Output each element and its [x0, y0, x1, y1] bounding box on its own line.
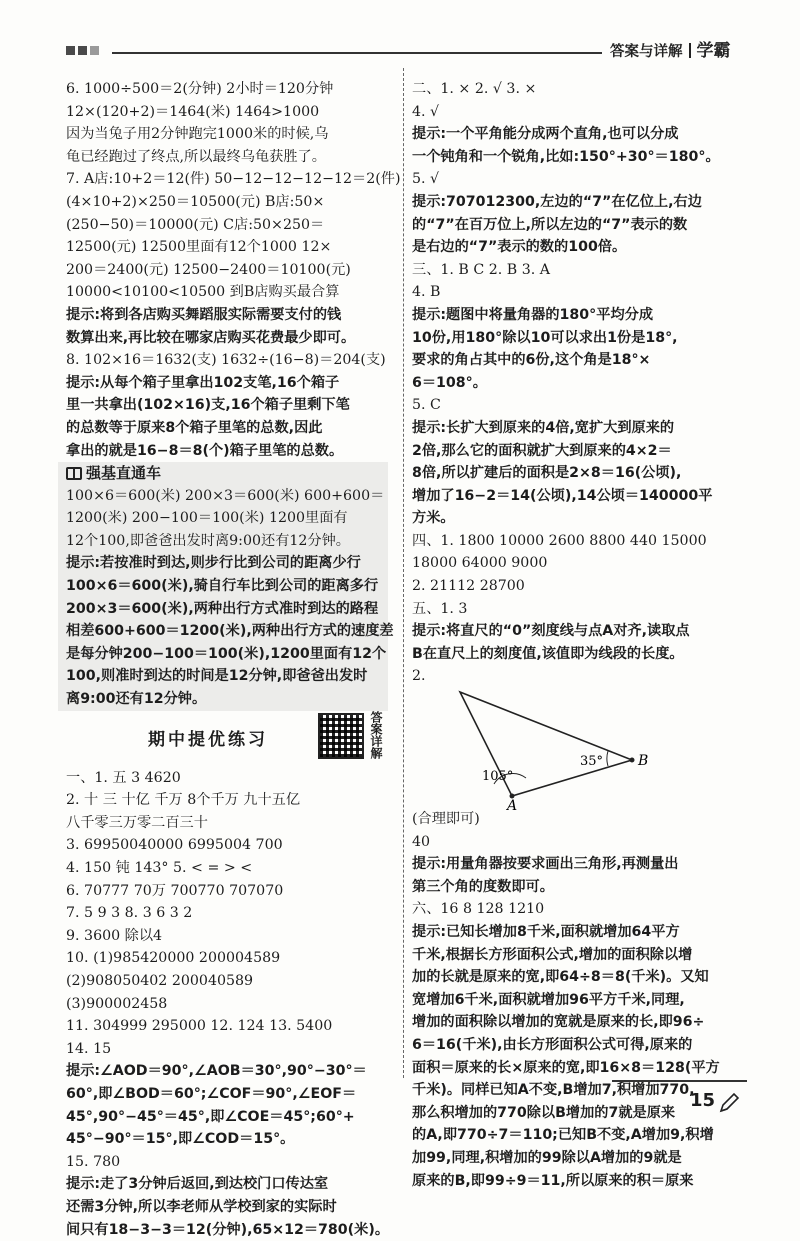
vertex-a: A [505, 798, 517, 814]
answer-line: (合理即可) [412, 808, 747, 831]
strong-base-line: 1200(米) 200−100＝100(米) 1200里面有 [66, 507, 388, 530]
answer-line: 11. 304999 295000 12. 124 13. 5400 [66, 1015, 396, 1038]
answer-line: 面积＝原来的长×原来的宽,即16×8＝128(平方 [412, 1057, 747, 1080]
answer-line: 8. 102×16＝1632(支) 1632÷(16−8)＝204(支) [66, 349, 396, 372]
header-rule [112, 52, 602, 54]
answer-line: 的A,即770÷7＝110;已知B不变,A增加9,积增 [412, 1124, 747, 1147]
answer-line: 提示:用量角器按要求画出三角形,再测量出 [412, 853, 747, 876]
page-header [0, 0, 800, 62]
book-icon [66, 467, 82, 480]
left-column [66, 78, 396, 1241]
answer-line: (3)900002458 [66, 993, 396, 1016]
strong-base-box [58, 462, 388, 711]
strong-base-line: 200×3＝600(米),两种出行方式准时到达的路程 [66, 598, 388, 621]
answer-line: 提示:将直尺的“0”刻度线与点A对齐,读取点 [412, 620, 747, 643]
answer-line: B在直尺上的刻度值,该值即为线段的长度。 [412, 643, 747, 666]
answer-line: 提示:∠AOD＝90°,∠AOB＝30°,90°−30°＝ [66, 1060, 396, 1083]
header-squares [66, 46, 99, 55]
answer-line: 宽增加6千米,面积就增加96平方千米,同理, [412, 989, 747, 1012]
answer-line: 提示:一个平角能分成两个直角,也可以分成 [412, 123, 747, 146]
strong-base-line: 12个100,即爸爸出发时离9:00还有12分钟。 [66, 530, 388, 553]
answer-line: 6＝108°。 [412, 372, 747, 395]
angle-b-arc [607, 751, 608, 766]
answer-line: 4. B [412, 281, 747, 304]
answer-line: 40 [412, 831, 747, 854]
strong-base-line: 提示:若按准时到达,则步行比到公司的距离少行 [66, 552, 388, 575]
answer-line: 提示:将到各店购买舞蹈服实际需要支付的钱 [66, 304, 396, 327]
answer-line: 提示:长扩大到原来的4倍,宽扩大到原来的 [412, 417, 747, 440]
footer-rule [612, 1080, 747, 1082]
strong-base-title [66, 462, 388, 485]
answer-line: 2. 21112 28700 [412, 575, 747, 598]
answer-line: 200＝2400(元) 12500−2400＝10100(元) [66, 259, 396, 282]
answer-line: 四、1. 1800 10000 2600 8800 440 15000 [412, 530, 747, 553]
strong-base-title-text: 强基直通车 [86, 462, 161, 485]
answer-line: (4×10+2)×250＝10500(元) B店:50× [66, 191, 396, 214]
answer-line: 二、1. × 2. √ 3. × [412, 78, 747, 101]
answer-line: 2倍,那么它的面积就扩大到原来的4×2＝ [412, 440, 747, 463]
strong-base-line: 100,则准时到达的时间是12分钟,即爸爸出发时 [66, 665, 388, 688]
strong-base-content [66, 485, 388, 711]
answer-line: 5. √ [412, 168, 747, 191]
answer-line: 60°,即∠BOD＝60°;∠COF＝90°,∠EOF＝ [66, 1083, 396, 1106]
answer-line: 因为当兔子用2分钟跑完1000米的时候,乌 [66, 123, 396, 146]
answers-block-4 [412, 808, 747, 1192]
qr-label: 答案详解 [368, 711, 382, 759]
answer-line: 10. (1)985420000 200004589 [66, 947, 396, 970]
answer-line: 4. 150 钝 143° 5. < = > < [66, 857, 396, 880]
answer-line: 加99,同理,积增加的99除以A增加的9就是 [412, 1147, 747, 1170]
answer-line: 千米,根据长方形面积公式,增加的面积除以增 [412, 944, 747, 967]
answer-line: 原来的B,即99÷9＝11,所以原来的积＝原来 [412, 1170, 747, 1193]
answer-line: 第三个角的度数即可。 [412, 876, 747, 899]
vertex-b: B [637, 753, 648, 769]
answer-line: 千米)。同样已知A不变,B增加7,积增加770, [412, 1079, 747, 1102]
triangle-figure [412, 688, 747, 808]
answer-line: 8倍,所以扩建后的面积是2×8＝16(公顷), [412, 462, 747, 485]
angle-a-label: 105° [482, 769, 513, 784]
right-column [412, 78, 747, 1192]
header-title-text: 答案与详解 [610, 44, 683, 60]
answer-line: 45°,90°−45°＝45°,即∠COE＝45°;60°+ [66, 1106, 396, 1129]
answer-line: 9. 3600 除以4 [66, 925, 396, 948]
answer-line: 数算出来,再比较在哪家店购买花费最少即可。 [66, 327, 396, 350]
answer-line: 是右边的“7”表示的数的100倍。 [412, 236, 747, 259]
answer-line: 加的长就是原来的宽,即64÷8＝8(千米)。又知 [412, 966, 747, 989]
answer-line: 45°−90°＝15°,即∠COD＝15°。 [66, 1128, 396, 1151]
strong-base-line: 100×6＝600(米) 200×3＝600(米) 600+600＝ [66, 485, 388, 508]
answer-line: 六、16 8 128 1210 [412, 898, 747, 921]
answer-line: 3. 69950040000 6995004 700 [66, 834, 396, 857]
midterm-title: 期中提优练习 [148, 729, 268, 752]
answer-line: 一个钝角和一个锐角,比如:150°+30°＝180°。 [412, 146, 747, 169]
answer-line: 增加的面积除以增加的宽就是原来的长,即96÷ [412, 1011, 747, 1034]
answer-line: 增加了16−2＝14(公顷),14公顷＝140000平 [412, 485, 747, 508]
answers-block-2 [66, 767, 396, 1241]
triangle-svg [412, 688, 747, 808]
strong-base-line: 100×6＝600(米),骑自行车比到公司的距离多行 [66, 575, 388, 598]
answer-line: 2. 十 三 十亿 千万 8个千万 九十五亿 [66, 789, 396, 812]
answer-line: 五、1. 3 [412, 598, 747, 621]
strong-base-line: 相差600+600＝1200(米),两种出行方式的速度差 [66, 620, 388, 643]
answer-line: 拿出的就是16−8＝8(个)箱子里笔的总数。 [66, 440, 396, 463]
answer-line: 5. C [412, 394, 747, 417]
answer-line: 一、1. 五 3 4620 [66, 767, 396, 790]
answer-line: 三、1. B C 2. B 3. A [412, 259, 747, 282]
strong-base-line: 离9:00还有12分钟。 [66, 688, 388, 711]
answer-line: 6. 1000÷500＝2(分钟) 2小时＝120分钟 [66, 78, 396, 101]
answer-line: 八千零三万零二百三十 [66, 812, 396, 835]
answers-block-1 [66, 78, 396, 462]
header-title [610, 40, 731, 64]
answer-line: 14. 15 [66, 1038, 396, 1061]
point-b [630, 758, 635, 763]
answer-line: 的总数等于原来8个箱子里笔的总数,因此 [66, 417, 396, 440]
answer-line: 10份,用180°除以10可以求出1份是18°, [412, 327, 747, 350]
midterm-header [66, 711, 396, 767]
answer-line: 2. [412, 665, 747, 688]
answer-line: 里一共拿出(102×16)支,16个箱子里剩下笔 [66, 394, 396, 417]
answer-line: 的“7”在百万位上,所以左边的“7”表示的数 [412, 214, 747, 237]
answer-line: 那么积增加的770除以B增加的7就是原来 [412, 1102, 747, 1125]
answer-line: 提示:题图中将量角器的180°平均分成 [412, 304, 747, 327]
answer-line: 10000<10100<10500 到B店购买最合算 [66, 281, 396, 304]
qr-code-icon[interactable] [318, 713, 364, 759]
strong-base-line: 是每分钟200−100＝100(米),1200里面有12个 [66, 643, 388, 666]
answer-line: (250−50)＝10000(元) C店:50×250＝ [66, 214, 396, 237]
column-divider [403, 68, 404, 1078]
answer-line: 12500(元) 12500里面有12个1000 12× [66, 236, 396, 259]
answer-line: 提示:从每个箱子里拿出102支笔,16个箱子 [66, 372, 396, 395]
pencil-icon [718, 1092, 740, 1114]
answer-line: 要求的角占其中的6份,这个角是18°× [412, 349, 747, 372]
answer-line: 间只有18−3−3＝12(分钟),65×12＝780(米)。 [66, 1219, 396, 1241]
answer-line: 还需3分钟,所以李老师从学校到家的实际时 [66, 1196, 396, 1219]
answers-block-3 [412, 78, 747, 688]
angle-b-label: 35° [580, 754, 603, 769]
answer-line: 4. √ [412, 101, 747, 124]
answer-line: 7. A店:10+2＝12(件) 50−12−12−12−12＝2(件) [66, 168, 396, 191]
answer-line: 提示:已知长增加8千米,面积就增加64平方 [412, 921, 747, 944]
brand-name: 学霸 [697, 41, 731, 61]
answer-line: 提示:走了3分钟后返回,到达校门口传达室 [66, 1173, 396, 1196]
answer-line: 12×(120+2)＝1464(米) 1464>1000 [66, 101, 396, 124]
answer-line: 方米。 [412, 507, 747, 530]
answer-line: 6. 70777 70万 700770 707070 [66, 880, 396, 903]
answer-line: 15. 780 [66, 1151, 396, 1174]
answer-line: 提示:707012300,左边的“7”在亿位上,右边 [412, 191, 747, 214]
answer-line: (2)908050402 200040589 [66, 970, 396, 993]
page-number: 15 [690, 1090, 715, 1113]
answer-line: 7. 5 9 3 8. 3 6 3 2 [66, 902, 396, 925]
answer-line: 6＝16(千米),由长方形面积公式可得,原来的 [412, 1034, 747, 1057]
answer-line: 18000 64000 9000 [412, 552, 747, 575]
answer-line: 龟已经跑过了终点,所以最终乌龟获胜了。 [66, 146, 396, 169]
